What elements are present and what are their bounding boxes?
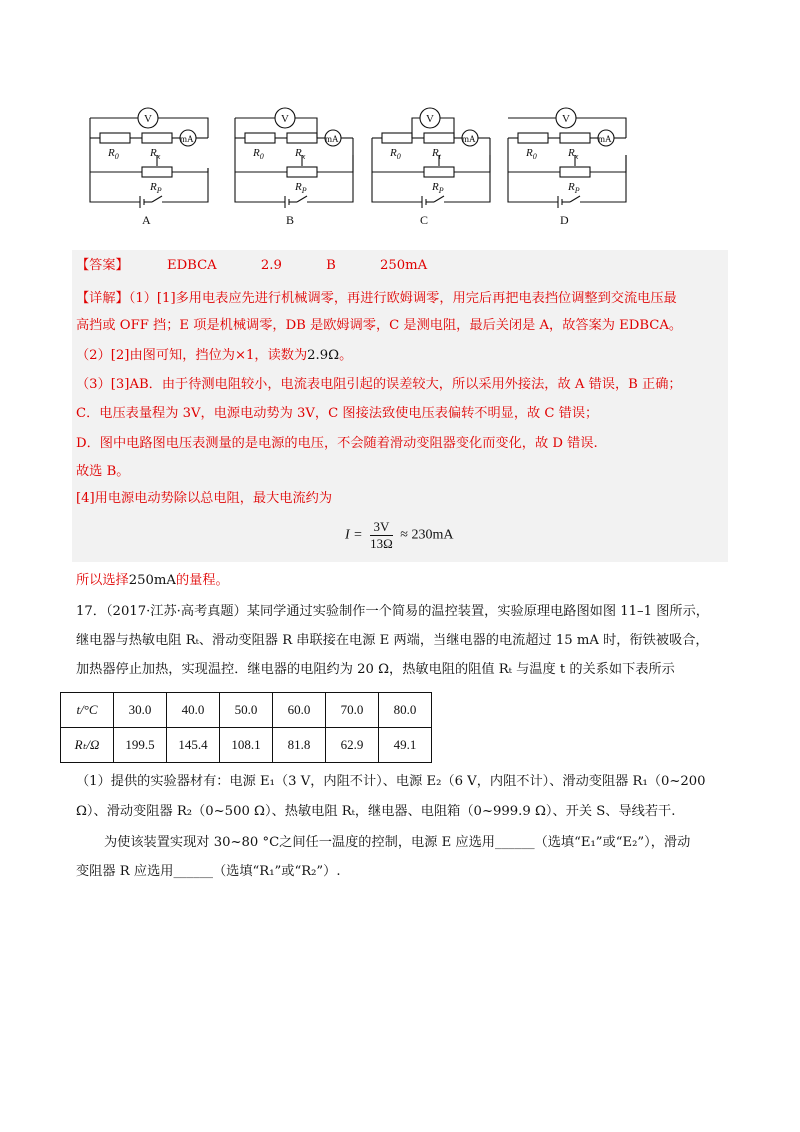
answer-item-4: 250mA bbox=[380, 258, 428, 273]
current-formula bbox=[345, 519, 453, 552]
detail-line-5: C．电压表量程为 3V，电源电动势为 3V，C 图接法致使电压表偏转不明显，故 C 错误； bbox=[76, 406, 599, 421]
ammeter-label-b: mA bbox=[325, 134, 339, 144]
r0-label-a: $R_0$ bbox=[108, 147, 119, 161]
rx-label-b: $R_x$ bbox=[295, 147, 306, 161]
table-header-resistance: Rₜ/Ω bbox=[61, 728, 114, 763]
formula-fraction bbox=[370, 519, 393, 552]
rp-label-b: $R_P$ bbox=[295, 181, 307, 195]
diagram-label-b: B bbox=[286, 213, 295, 227]
temperature-resistance-table bbox=[60, 692, 432, 763]
answer-tag: 【答案】 bbox=[76, 258, 129, 273]
voltmeter-label-c: V bbox=[426, 113, 434, 125]
detail-text-1: （1）[1]多用电表应先进行机械调零，再进行欧姆调零，用完后再把电表挡位调整到交流电压最 bbox=[128, 291, 677, 306]
r0-label-d: $R_0$ bbox=[526, 147, 537, 161]
answer-item-1: EDBCA bbox=[166, 258, 217, 273]
reading-value: 2.9Ω bbox=[307, 348, 340, 363]
table-cell: 40.0 bbox=[167, 693, 220, 728]
rp-label-a: $R_P$ bbox=[150, 181, 162, 195]
table-cell: 60.0 bbox=[273, 693, 326, 728]
table-row bbox=[61, 728, 432, 763]
detail-line-2: 高挡或 OFF 挡；E 项是机械调零，DB 是欧姆调零，C 是测电阻，最后关闭是 A，故答案为 EDBCA。 bbox=[76, 318, 683, 333]
rx-label-a: $R_x$ bbox=[150, 147, 161, 161]
formula-rhs: ≈ 230mA bbox=[400, 527, 454, 543]
table-row bbox=[61, 693, 432, 728]
detail-text-3c: 。 bbox=[339, 348, 353, 363]
detail-line-3 bbox=[76, 346, 352, 366]
table-header-temperature: t/°C bbox=[61, 693, 114, 728]
table-cell: 70.0 bbox=[326, 693, 379, 728]
table-cell: 199.5 bbox=[114, 728, 167, 763]
diagram-label-d: D bbox=[560, 213, 569, 227]
question-line-6: 为使该装置实现对 30~80 °C之间任一温度的控制，电源 E 应选用______（选填“E₁”或“E₂”），滑动 bbox=[104, 835, 691, 850]
ammeter-label-a: mA bbox=[180, 134, 194, 144]
table-cell: 62.9 bbox=[326, 728, 379, 763]
ammeter-label-c: mA bbox=[462, 134, 476, 144]
range-value: 250mA bbox=[128, 573, 176, 588]
formula-denominator: 13Ω bbox=[370, 536, 393, 551]
r0-label-b: $R_0$ bbox=[253, 147, 264, 161]
table-cell: 50.0 bbox=[220, 693, 273, 728]
table-cell: 145.4 bbox=[167, 728, 220, 763]
question-line-2: 继电器与热敏电阻 Rₜ、滑动变阻器 R 串联接在电源 E 两端，当继电器的电流超过 15 mA 时，衔铁被吸合， bbox=[76, 633, 709, 648]
r0-label-c: $R_0$ bbox=[390, 147, 401, 161]
rp-label-c: $R_P$ bbox=[432, 181, 444, 195]
detail-line-1 bbox=[76, 289, 677, 309]
diagram-label-c: C bbox=[420, 213, 429, 227]
rx-label-d: $R_x$ bbox=[568, 147, 579, 161]
voltmeter-label-a: V bbox=[144, 113, 152, 125]
ammeter-label-d: mA bbox=[598, 134, 612, 144]
detail-text-3a: （2）[2]由图可知，挡位为×1，读数为 bbox=[76, 348, 308, 363]
table-cell: 49.1 bbox=[379, 728, 432, 763]
answer-line bbox=[76, 256, 427, 276]
question-line-7: 变阻器 R 应选用______（选填“R₁”或“R₂”）. bbox=[76, 864, 341, 879]
question-line-4: （1）提供的实验器材有：电源 E₁（3 V，内阻不计）、电源 E₂（6 V，内阻不计）、滑动变阻器 R₁（0~200 bbox=[76, 774, 706, 789]
table-cell: 80.0 bbox=[379, 693, 432, 728]
table-cell: 108.1 bbox=[220, 728, 273, 763]
circuit-diagrams bbox=[80, 100, 730, 230]
diagram-label-a: A bbox=[142, 213, 151, 227]
answer-item-2: 2.9 bbox=[260, 258, 282, 273]
detail-text-9c: 的量程。 bbox=[175, 573, 229, 588]
detail-line-4: （3）[3]AB．由于待测电阻较小，电流表电阻引起的误差较大，所以采用外接法，故 A 错误，B 正确； bbox=[76, 377, 682, 392]
formula-numerator: 3V bbox=[370, 519, 393, 536]
table-cell: 30.0 bbox=[114, 693, 167, 728]
detail-line-6: D．图中电路图电压表测量的是电源的电压，不会随着滑动变阻器变化而变化，故 D 错误. bbox=[76, 436, 598, 451]
detail-line-7: 故选 B。 bbox=[76, 464, 130, 479]
answer-item-3: B bbox=[326, 258, 336, 273]
rt-label-c: $R_t$ bbox=[432, 147, 441, 161]
question-line-3: 加热器停止加热，实现温控．继电器的电阻约为 20 Ω，热敏电阻的阻值 Rₜ 与温度 t 的关系如下表所示 bbox=[76, 662, 675, 677]
rp-label-d: $R_P$ bbox=[568, 181, 580, 195]
detail-line-8: [4]用电源电动势除以总电阻，最大电流约为 bbox=[76, 491, 333, 506]
detail-line-9 bbox=[76, 571, 229, 591]
voltmeter-label-d: V bbox=[562, 113, 570, 125]
table-cell: 81.8 bbox=[273, 728, 326, 763]
detail-tag: 【详解】 bbox=[76, 291, 129, 306]
detail-text-9a: 所以选择 bbox=[76, 573, 129, 588]
question-line-5: Ω）、滑动变阻器 R₂（0~500 Ω）、热敏电阻 Rₜ，继电器、电阻箱（0~999.9 Ω）、开关 S、导线若干. bbox=[76, 804, 676, 819]
voltmeter-label-b: V bbox=[281, 113, 289, 125]
question-line-1: 17．（2017·江苏·高考真题）某同学通过实验制作一个简易的温控装置，实验原理电路图如图 11–1 图所示， bbox=[76, 604, 709, 619]
formula-lhs: I = bbox=[345, 527, 363, 543]
